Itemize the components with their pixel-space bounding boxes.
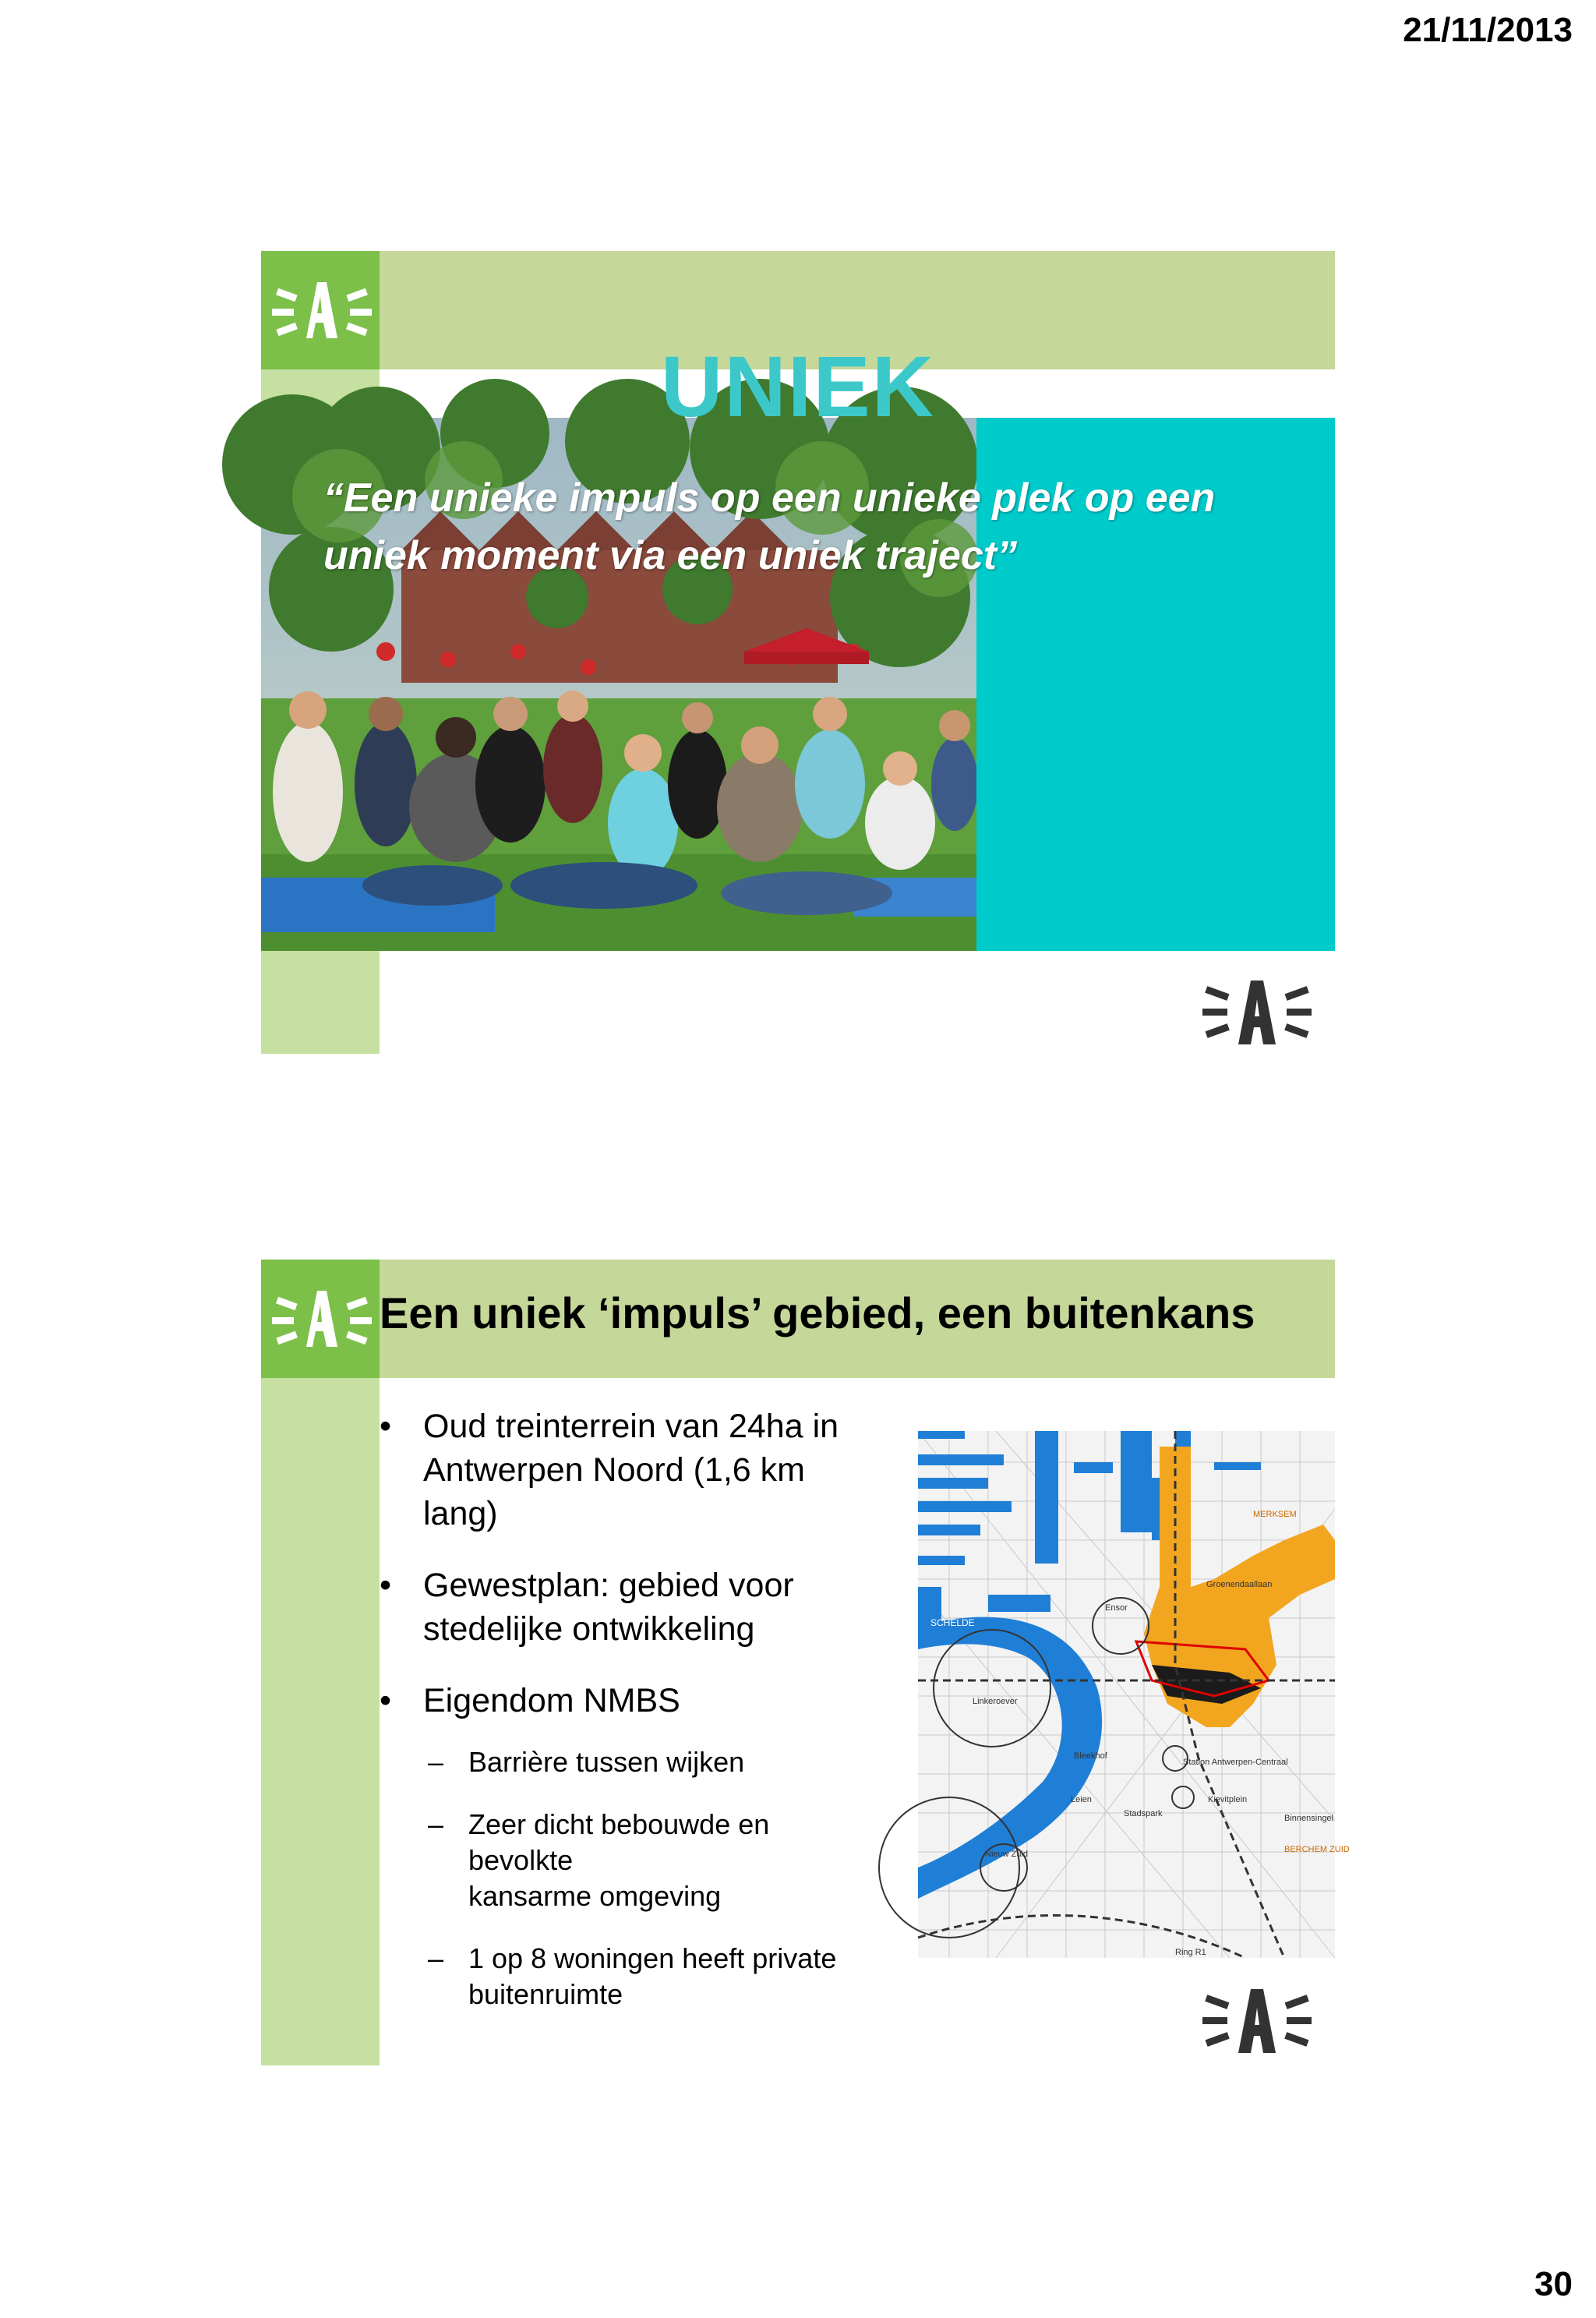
map-label-ring: Ring R1 [1175, 1948, 1206, 1957]
map-label-linkeroever: Linkeroever [973, 1697, 1018, 1706]
map-label-binnensingel: Binnensingel [1284, 1814, 1333, 1823]
map-label-stadspark: Stadspark [1124, 1809, 1163, 1818]
sub-bullet-dash: – [428, 1808, 444, 1840]
bullet-dot: • [380, 1408, 392, 1445]
sub-bullet-dash: – [428, 1942, 444, 1974]
page-number: 30 [1534, 2265, 1573, 2303]
bullet-dot: • [380, 1682, 392, 1719]
map-label-bleekhof: Bleekhof [1074, 1751, 1107, 1761]
slide-title: Een uniek ‘impuls’ gebied, een buitenkans [380, 1288, 1255, 1337]
map-label-leien: Leien [1071, 1795, 1092, 1804]
map-label-schelde: SCHELDE [930, 1617, 975, 1628]
sub-bullet-item: – Barrière tussen wijken [380, 1744, 878, 1780]
antwerp-a-logo-footer-icon [1195, 1981, 1319, 2059]
antwerp-north-map [918, 1431, 1350, 1958]
sub-bullet-dash: – [428, 1746, 444, 1778]
map-label-berchem: BERCHEM ZUID [1284, 1845, 1350, 1854]
map-label-station: Station Antwerpen-Centraal [1183, 1758, 1288, 1767]
map-label-ensor: Ensor [1105, 1603, 1128, 1613]
antwerp-a-logo-footer-icon [1195, 973, 1319, 1051]
map-label-nieuw-zuid: Nieuw Zuid [985, 1850, 1029, 1859]
map-label-groenendaal: Groenendaallaan [1206, 1580, 1273, 1589]
sub-bullet-item: – 1 op 8 woningen heeft private buitenruimte [428, 1942, 837, 2010]
header-date: 21/11/2013 [1403, 11, 1573, 49]
bullet-item: • Gewestplan: gebied voor stedelijke ontwikkeling [380, 1564, 878, 1651]
bullet-dot: • [380, 1567, 392, 1604]
bullet-item: • Eigendom NMBS [380, 1679, 878, 1723]
slide-quote [323, 469, 1215, 585]
slide-title: UNIEK [660, 339, 936, 435]
map-label-merksem: MERKSEM [1253, 1510, 1297, 1519]
quote-line-2: uniek moment via een uniek traject” [323, 533, 1018, 578]
sub-bullet-item: – Zeer dicht bebouwde en bevolkte kansarme omgeving [428, 1808, 770, 1912]
logo-box [261, 1260, 380, 1378]
slide-impuls-gebied [261, 1260, 1350, 2062]
left-bar [261, 1260, 380, 2065]
map-label-kievitplein: Kievitplein [1208, 1795, 1248, 1804]
antwerp-a-logo-icon [261, 1260, 380, 1378]
bullet-list [380, 1405, 878, 2039]
slide-uniek [261, 251, 1335, 1054]
bullet-item: • Oud treinterrein van 24ha in Antwerpen Noord (1,6 km lang) [380, 1405, 878, 1535]
quote-line-1: “Een unieke impuls op een unieke plek op een [323, 475, 1216, 521]
